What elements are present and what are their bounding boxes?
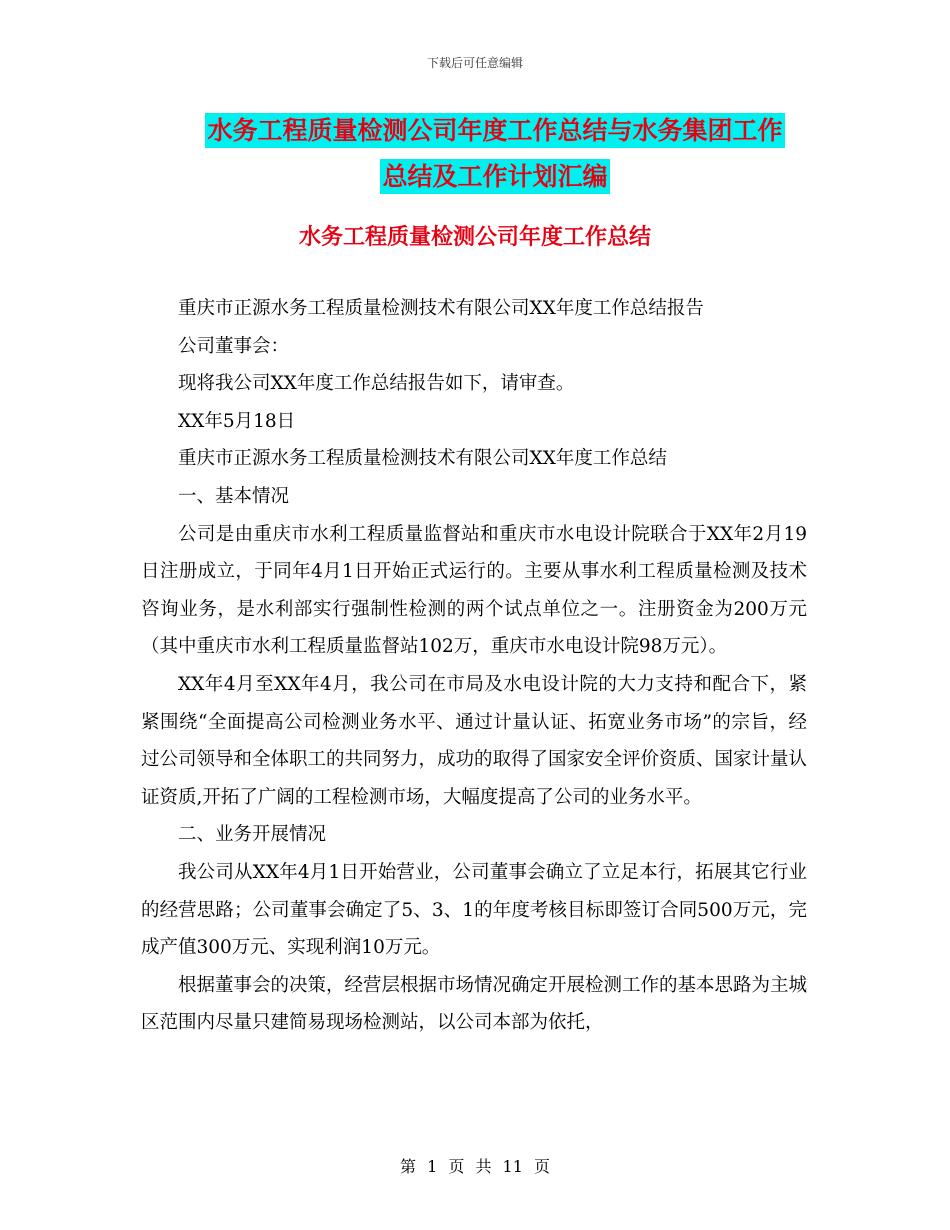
section-title: 水务工程质量检测公司年度工作总结 xyxy=(298,224,651,250)
document-title-line-1: 水务工程质量检测公司年度工作总结与水务集团工作 xyxy=(205,113,784,148)
document-body xyxy=(141,290,807,1042)
paragraph: 公司董事会： xyxy=(178,335,290,357)
paragraph: XX年4月至XX年4月，我公司在市局及水电设计院的大力支持和配合下，紧紧围绕“全面提高公司检测业务水平、通过计量认证、拓宽业务市场”的宗旨，经过公司领导和全体职工的共同努力，成功的取得了国家安全评价资质、国家计量认证资质,开拓了广阔的工程检测市场，大幅度提高了公司的业务水平。 xyxy=(141,673,808,808)
document-title xyxy=(150,108,840,200)
paragraph: 重庆市正源水务工程质量检测技术有限公司XX年度工作总结报告 xyxy=(178,298,704,319)
paragraph: 公司是由重庆市水利工程质量监督站和重庆市水电设计院联合于XX年2月19日注册成立，于同年4月1日开始正式运行的。主要从事水利工程质量检测及技术咨询业务，是水利部实行强制性检测的两个试点单位之一。注册资金为200万元（其中重庆市水利工程质量监督站102万，重庆市水电设计院98万元）。 xyxy=(141,523,807,658)
paragraph: 根据董事会的决策，经营层根据市场情况确定开展检测工作的基本思路为主城区范围内尽量只建简易现场检测站，以公司本部为依托， xyxy=(141,974,808,1034)
header-note: 下载后可任意编辑 xyxy=(426,56,523,70)
paragraph-heading: 二、业务开展情况 xyxy=(178,824,327,846)
paragraph: 我公司从XX年4月1日开始营业，公司董事会确立了立足本行，拓展其它行业的经营思路；公司董事会确定了5、3、1的年度考核目标即签订合同500万元，完成产值300万元、实现利润10万元。 xyxy=(141,861,807,959)
paragraph: 现将我公司XX年度工作总结报告如下，请审查。 xyxy=(178,373,575,395)
paragraph: XX年5月18日 xyxy=(178,410,296,432)
paragraph: 重庆市正源水务工程质量检测技术有限公司XX年度工作总结 xyxy=(178,448,667,470)
document-title-line-2: 总结及工作计划汇编 xyxy=(380,159,609,194)
paragraph-heading: 一、基本情况 xyxy=(178,485,290,507)
page-number-footer: 第 1 页 共 11 页 xyxy=(400,1157,550,1176)
